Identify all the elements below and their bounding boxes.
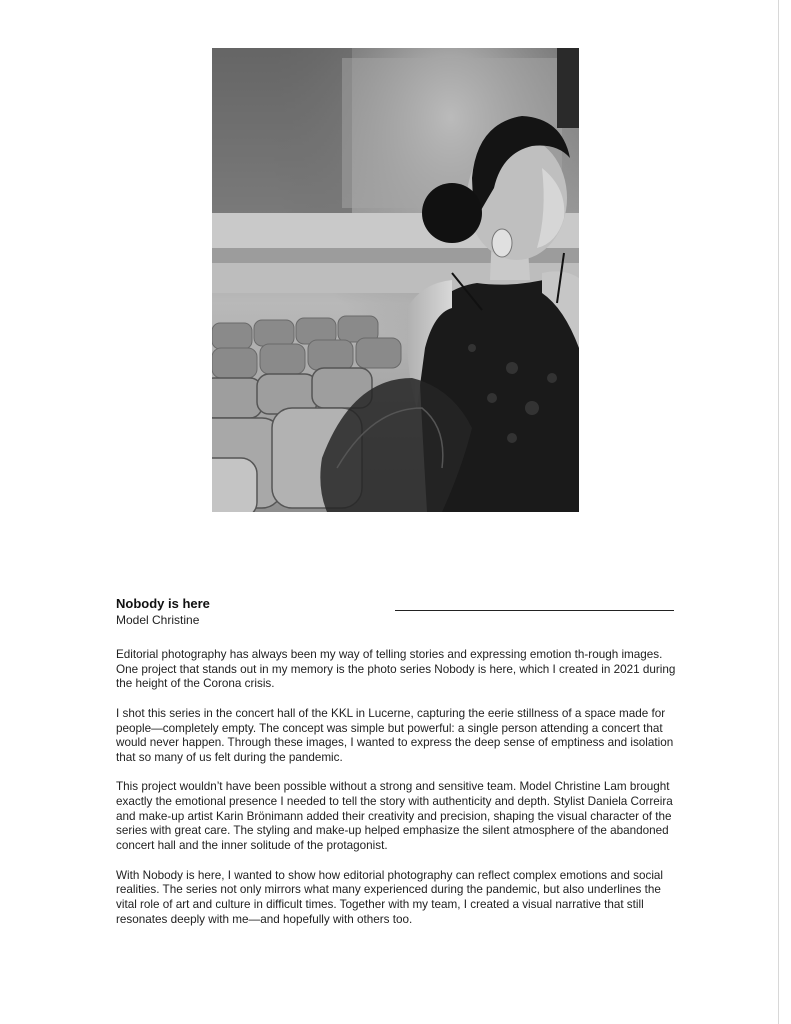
article-subtitle: Model Christine [116,613,200,627]
page-edge-line [778,0,779,1024]
editorial-photo [212,48,579,512]
paragraph: Editorial photography has always been my way of telling stories and expressing emotion th-rough images. One project that stands out in my memory is the photo series Nobody is here, which I created in 2021 during the height of the Corona crisis. [116,648,676,691]
paragraph: I shot this series in the concert hall of the KKL in Lucerne, capturing the eerie stillness of a space made for people—completely empty. The concept was simple but powerful: a single person attending a concert that would never happen. Through these images, I wanted to express the deep sense of emptiness and isolation that so many of us felt during the pandemic. [116,706,674,764]
article-body [116,648,676,942]
paragraph: This project wouldn’t have been possible without a strong and sensitive team. Model Christine Lam brought exactly the emotional presence I needed to tell the story with authenticity and depth. Stylist Daniela Correira and make-up artist Karin Brönimann added their creativity and precision, shaping the visual character of the series with great care. The styling and make-up helped emphasize the silent atmosphere of the abandoned concert hall and the inner solitude of the protagonist. [116,780,673,853]
paragraph: With Nobody is here, I wanted to show how editorial photography can reflect complex emotions and social realities. The series not only mirrors what many experienced during the pandemic, but also underlines the vital role of art and culture in difficult times. Together with my team, I created a visual narrative that still resonates deeply with me—and hopefully with others too. [116,868,664,926]
title-divider [395,610,674,611]
article-title: Nobody is here [116,596,210,611]
